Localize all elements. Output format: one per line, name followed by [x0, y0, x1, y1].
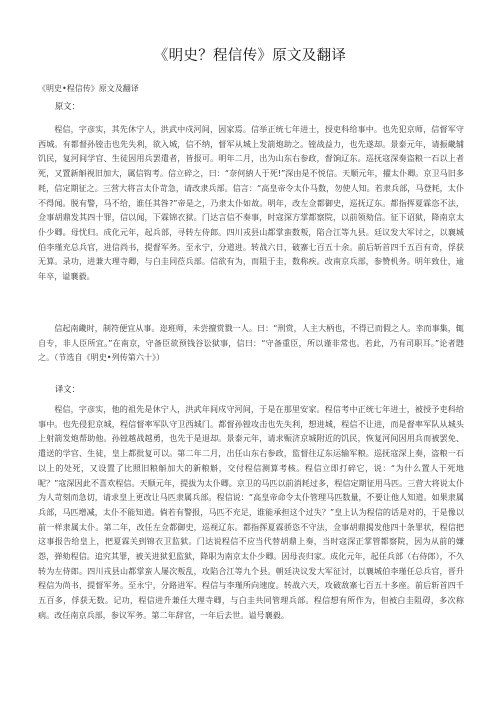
breadcrumb: 《明史•程信传》原文及翻译: [38, 84, 139, 93]
page-title: 《明史？程信传》原文及翻译: [153, 48, 347, 64]
original-text-label: 原文：: [55, 101, 80, 111]
original-paragraph: 信起南畿时，制符便宜从事。迩班师，未尝擅赏戮一人。曰：“刑赏，人主大柄也，不得已而假之人。幸而事集，辄自专，非人臣所宜。”在南京，守备臣欲预钱谷讼狱事，信曰：“守备重臣，所以谨非常也。若此，乃有司职耳。”论者韪之。（节选自《明史•列传第六十》）: [38, 323, 464, 363]
original-paragraph: 程信，字彦实，其先休宁人，洪武中戍河间，因家焉。信举正统七年进士，授吏科给事中。也先犯京师，信督军守西城。有都督孙镗击也先失利，欲入城，信不纳，督军从城上发箭炮助之。镗战益力，也先遂却。景泰元年，请振畿辅饥民，复河间学官、生徒因用兵罢遣者，皆报可。明年二月，出为山东右参政，督饷辽东。巡抚寇深奏盗粮一石以上者死，又置新斛视旧加大，属信钩考。信立碎之，曰：“奈何納人于死!”深由是不悦信。天顺元年，擢太仆卿。京卫马旧多耗，信定期征之。三营大将言太仆苛急，请改隶兵部。信言：“高皇帝令太仆马数，勿使人知。若隶兵部，马登耗，太仆不得闻。脱有警，马不给，谁任其咎?”帝是之，乃隶太仆如故。明年，改左佥都御史，巡抚辽东。都指挥夏霖恣不法，佥事胡鼎发其四十罪，信以闻，下霖锦衣狱。门达言信不奏事，时寇深方掌都察院，以前领劾信。征下诏狱，降南京太仆少卿。母忧归。成化元年，起兵部，寻转左侍郎。四川戎县山都掌蛮数叛，陷合江等九县。廷议发大军讨之，以襄城伯李瑾充总兵官，进信尚书，提督军务。至永宁，分道进。转战六日，破寨七百五十余。前后斩首四千五百有奇，俘获无算。录功，进兼大理寺卿，与白圭同莅兵部。信欲有为，而阻于圭，数称疾。改南京兵部，参赞机务。明年致仕，逾年卒，谥襄毅。: [38, 124, 464, 282]
translation-paragraph: 程信，字彦实，他的祖先是休宁人，洪武年间戍守河间，于是在那里安家。程信考中正统七年进士，被授予吏科给事中。也先侵犯京城，程信督率军队守卫西城门。都督孙镗攻击也先失利，想进城，程信不让进，而是督率军队从城头上射箭发炮帮助他。孙镗越战越勇，也先于是退却。景泰元年，请求赈济京城附近的饥民，恢复河间因用兵而被罢免、遣送的学官、生徒，皇上都批复可以。第二年二月，出任山东右参政，监督往辽东运输军粮。巡抚寇深上奏，盗粮一石以上的处死，又设置了比照旧粮斛加大的新粮斛，交付程信测算考核。程信立即打碎它，说：“为什么置人于死地呢？”寇深因此不喜欢程信。天顺元年，提拔为太仆卿。京卫的马匹以前消耗过多，程信定期征用马匹。三营大将说太仆为人苛刻而急切，请求皇上更改让马匹隶属兵部。程信说：“高皇帝命令太仆管理马匹数量，不要让他人知道。如果隶属兵部，马匹增减，太仆不能知道。倘若有警报，马匹不充足，谁能承担这个过失？”皇上认为程信的话是对的，于是像以前一样隶属太仆。第二年，改任左佥都御史，巡视辽东。都指挥夏霖骄恣不守法，佥事胡鼎揭发他四十条罪状，程信把这事报告给皇上，把夏霖关到锦衣卫监狱。门达说程信不应当代替胡鼎上奏，当时寇深正掌管都察院，因为从前的嫌怨，弹劾程信。追究其罪，被关进狱犯监狱，降职为南京太仆少卿。因母丧归家。成化元年，起任兵部（右侍郎），不久转为左侍郎。四川戎县山都掌蛮人屡次叛乱，攻陷合江等九个县。朝廷决议发大军征讨，以襄城伯李瑾任总兵官，晋升程信为尚书，提督军务。至永宁，分路进军。程信与李瑾所向速度。转战六天，攻破敌寨七百五十多座。前后斩首四千五百多，俘获无数。记功，程信进升兼任大理寺卿，与白圭共同管理兵部。程信想有所作为，但被白圭阻碍，多次称病。改任南京兵部，参议军务。第二年辞官，一年后去世。谥号襄毅。: [38, 404, 464, 620]
translation-label: 译文：: [55, 384, 80, 394]
